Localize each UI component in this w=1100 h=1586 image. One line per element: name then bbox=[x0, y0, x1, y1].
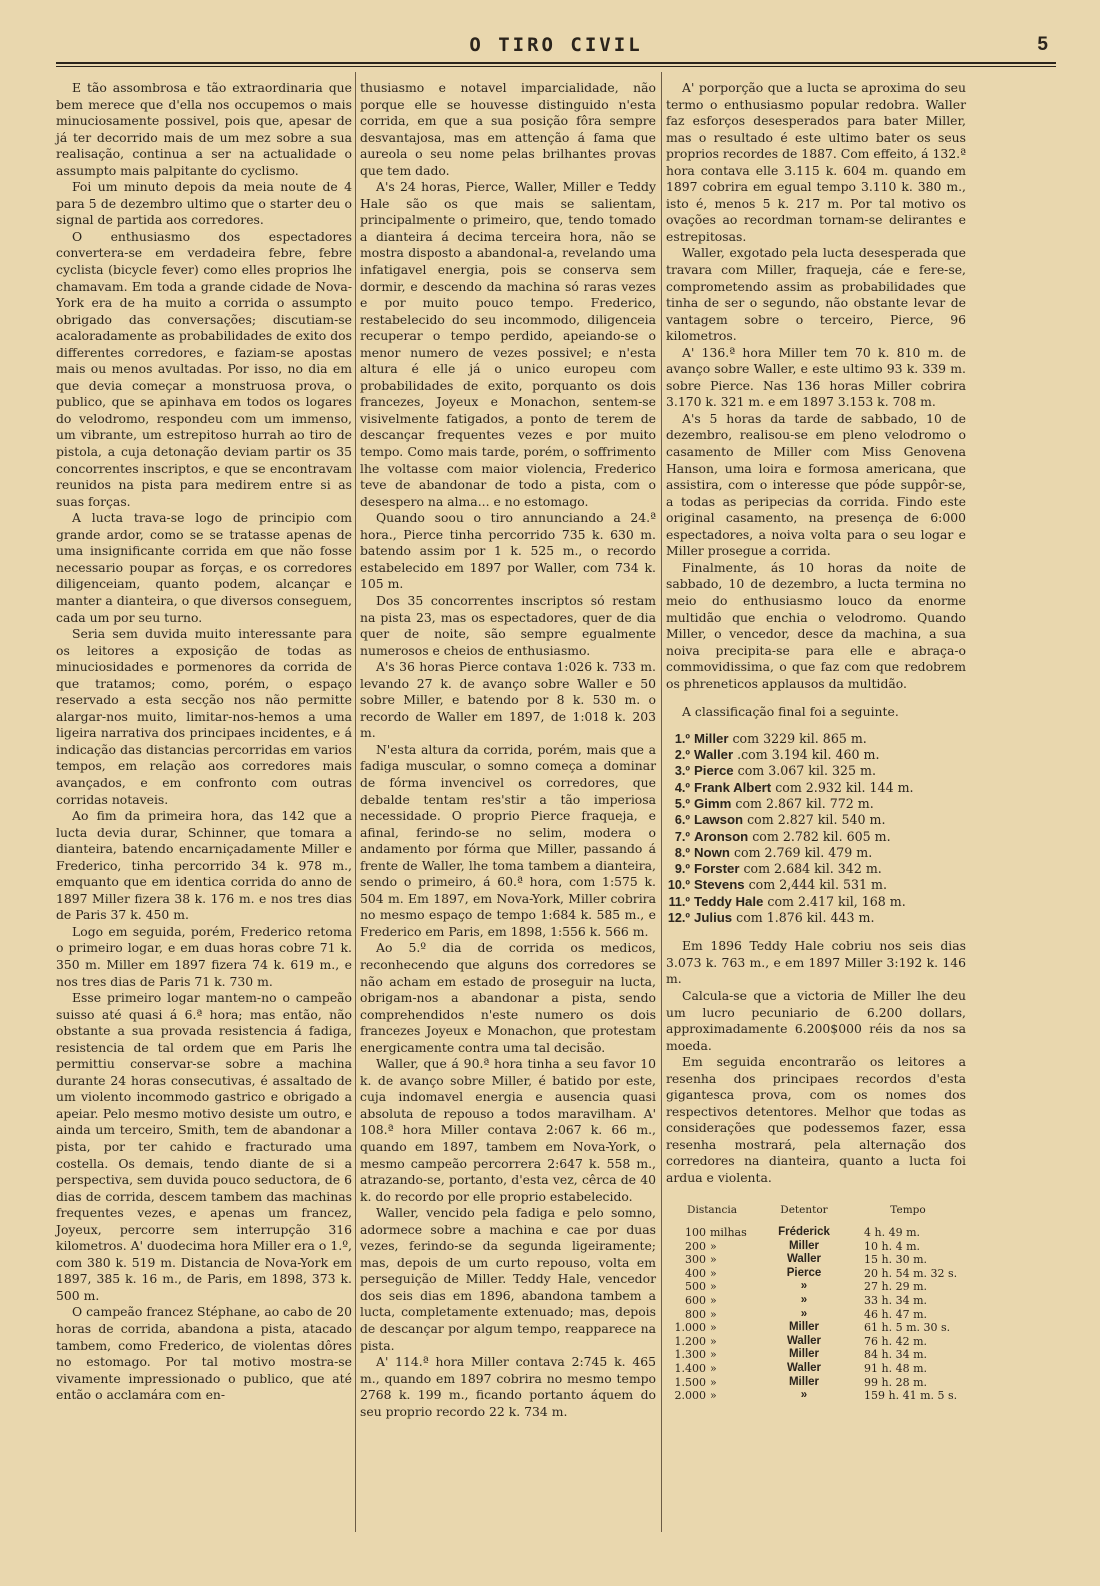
record-holder: Miller bbox=[788, 1321, 820, 1334]
paragraph: Waller, vencido pela fadiga e pelo somno, adormece sobre a machina e cae por duas vezes, ferindo-se da segunda ligeiramente; mas, depois de um curto repouso, volta em perseguição de Miller. Teddy Hale, vencedor dos seis dias em 1896, abandona tambem a lucta, completamente extenuado; mas, depois de descançar por algum tempo, reapparece na pista. bbox=[360, 1205, 656, 1353]
classification-row bbox=[666, 877, 966, 893]
record-holder: Waller bbox=[786, 1362, 822, 1375]
record-unit: » bbox=[710, 1334, 717, 1348]
col-header-holder: Detentor bbox=[780, 1203, 828, 1216]
paragraph: Esse primeiro logar mantem-no o campeão suisso até quasi á 6.ª hora; mas então, não obstante a sua provada resistencia á fadiga, resistencia de tal ordem que em Paris lhe permittiu conservar-se sobre a machina durante 24 horas consecutivas, é assaltado de um violento incommodo gastrico e obrigado a apeiar. Pelo mesmo motivo desiste um outro, e ainda um terceiro, Smith, tem de abandonar a pista, por ter cahido e fracturado uma costella. Os demais, tendo diante de si a perspectiva, sem duvida pouco seductora, de 6 dias de corrida, descem tambem das machinas frequentes vezes, e apenas um francez, Joyeux, percorre sem interrupção 316 kilometros. A' duodecima hora Miller era o 1.º, com 380 k. 519 m. Distancia de Nova-York em 1897, 385 k. 16 m., de Paris, em 1898, 373 k. 500 m. bbox=[56, 990, 352, 1303]
rank: 10.º bbox=[667, 878, 690, 893]
distance-covered: com 2.417 kil, 168 m. bbox=[767, 893, 906, 909]
table-row bbox=[666, 1348, 966, 1362]
record-unit: » bbox=[710, 1321, 717, 1335]
record-holder: Miller bbox=[788, 1348, 820, 1361]
distance-covered: com 1.876 kil. 443 m. bbox=[736, 910, 875, 926]
record-holder: Waller bbox=[786, 1334, 822, 1347]
record-time: 99 h. 28 m. bbox=[864, 1375, 927, 1389]
paragraph: A's 24 horas, Pierce, Waller, Miller e Teddy Hale são os que mais se salientam, principalmente o primeiro, que, tendo tomado a dianteira á decima terceira hora, não se mostra disposto a abandonal-a, revelando uma infatigavel energia, pois se conserva sem dormir, e descendo da machina só raras vezes e por muito pouco tempo. Frederico, restabelecido do seu incommodo, diligenceia recuperar o tempo perdido, apeiando-se o menor numero de vezes possivel; e n'esta altura é elle já o unico europeu com probabilidades de exito, porquanto os dois francezes, Joyeux e Monachon, sentem-se visivelmente fatigados, a ponto de terem de descançar frequentes vezes e por muito tempo. Como mais tarde, porém, o soffrimento lhe voltasse com maior violencia, Frederico teve de abandonar de todo a pista, com o desespero na alma... e no estomago. bbox=[360, 179, 656, 509]
classification-row bbox=[666, 731, 966, 747]
rank: 6.º bbox=[674, 813, 690, 828]
rank: 12.º bbox=[667, 911, 690, 926]
paragraph: Seria sem duvida muito interessante para os leitores a exposição de todas as minuciosidades e pormenores da corrida de que tratamos; como, porém, o espaço reservado a esta secção nos não permitte alargar-nos muito, limitar-nos-hemos a uma ligeira narrativa dos principaes incidentes, e á indicação das distancias percorridas em varios tempos, em relação aos corredores mais avançados, e em confronto com outras corridas notaveis. bbox=[56, 626, 352, 807]
record-unit: » bbox=[710, 1280, 717, 1294]
record-unit: » bbox=[710, 1375, 717, 1389]
classification-row bbox=[666, 812, 966, 828]
rider-name: Waller bbox=[694, 747, 734, 763]
paragraph: Finalmente, ás 10 horas da noite de sabbado, 10 de dezembro, a lucta termina no meio do enthusiasmo louco da enorme multidão que enchia o velodromo. Quando Miller, o vencedor, desce da machina, a sua noiva precipita-se para elle e abraça-o commovidissima, o que faz com que redobrem os phreneticos applausos da multidão. bbox=[666, 559, 966, 691]
rank: 9.º bbox=[674, 862, 690, 877]
paragraph: A' 114.ª hora Miller contava 2:745 k. 465 m., quando em 1897 cobrira no mesmo tempo 2768 k. 199 m., ficando portanto áquem do seu proprio recordo 22 k. 734 m. bbox=[360, 1354, 656, 1419]
record-distance: 1.400 bbox=[674, 1362, 706, 1376]
classification-list bbox=[666, 731, 966, 927]
rank: 5.º bbox=[674, 796, 690, 811]
col-header-distance: Distancia bbox=[687, 1203, 737, 1216]
table-row bbox=[666, 1376, 966, 1390]
paragraph: Em seguida encontrarão os leitores a resenha dos principaes recordos d'esta gigantesca prova, com os nomes dos respectivos detentores. Melhor que todas as considerações que podessemos fazer, essa resenha mostrará, pela alternação dos corredores na dianteira, quanto a lucta foi ardua e violenta. bbox=[666, 1054, 966, 1185]
rider-name: Pierce bbox=[694, 763, 734, 779]
rider-name: Stevens bbox=[694, 877, 745, 893]
record-distance: 2.000 bbox=[674, 1389, 706, 1403]
classification-row bbox=[666, 747, 966, 763]
article-column-3 bbox=[666, 80, 966, 1403]
page-number: 5 bbox=[1037, 34, 1048, 55]
classification-row bbox=[666, 780, 966, 796]
distance-covered: com 2.782 kil. 605 m. bbox=[752, 828, 891, 844]
table-row bbox=[666, 1253, 966, 1267]
table-row bbox=[666, 1267, 966, 1281]
paragraph: A' porporção que a lucta se aproxima do seu termo o enthusiasmo popular redobra. Waller faz esforços desesperados para bater Miller, mas o resultado é este ultimo bater os seus proprios recordes de 1887. Com effeito, á 132.ª hora contava elle 3.115 k. 604 m. quando em 1897 cobrira em egual tempo 3.110 k. 380 m., isto é, menos 5 k. 217 m. Por tal motivo os ovações ao recordman tornam-se delirantes e estrepitosas. bbox=[666, 80, 966, 244]
distance-covered: com 2.769 kil. 479 m. bbox=[733, 844, 873, 860]
classification-row bbox=[666, 829, 966, 845]
record-unit: milhas bbox=[710, 1226, 747, 1240]
record-time: 91 h. 48 m. bbox=[864, 1362, 927, 1376]
rank: 11.º bbox=[668, 894, 690, 909]
record-time: 10 h. 4 m. bbox=[864, 1239, 920, 1253]
record-holder: » bbox=[800, 1307, 808, 1320]
rider-name: Lawson bbox=[694, 812, 744, 828]
paragraph: Foi um minuto depois da meia noute de 4 para 5 de dezembro ultimo que o starter deu o signal de partida aos corredores. bbox=[56, 179, 352, 228]
record-distance: 1.000 bbox=[674, 1321, 706, 1335]
record-unit: » bbox=[710, 1266, 717, 1280]
record-holder: Miller bbox=[788, 1239, 820, 1252]
rank: 4.º bbox=[674, 780, 690, 795]
rank: 8.º bbox=[674, 845, 690, 860]
record-distance: 1.200 bbox=[674, 1334, 706, 1348]
page-header bbox=[56, 30, 1056, 66]
rank: 1.º bbox=[674, 731, 690, 746]
rider-name: Teddy Hale bbox=[694, 893, 764, 909]
article-column-2 bbox=[360, 80, 656, 1420]
rider-name: Julius bbox=[694, 910, 733, 926]
record-time: 15 h. 30 m. bbox=[864, 1253, 927, 1267]
paragraph: Waller, exgotado pela lucta desesperada que travara com Miller, fraqueja, cáe e fere-se, comprometendo assim as probabilidades que tinha de ser o segundo, não obstante levar de vantagem sobre o terceiro, Pierce, 96 kilometros. bbox=[666, 245, 966, 344]
classification-row bbox=[666, 861, 966, 877]
rank: 3.º bbox=[674, 764, 690, 779]
table-row bbox=[666, 1335, 966, 1349]
record-time: 27 h. 29 m. bbox=[864, 1280, 927, 1294]
record-holder: Fréderick bbox=[778, 1226, 830, 1239]
record-holder: » bbox=[800, 1280, 808, 1293]
paragraph: A's 36 horas Pierce contava 1:026 k. 733 m. levando 27 k. de avanço sobre Waller e 50 sobre Miller, e batendo por 8 k. 530 m. o recordo de Waller em 1897, de 1:018 k. 203 m. bbox=[360, 659, 656, 741]
record-distance: 500 bbox=[685, 1280, 706, 1294]
record-unit: » bbox=[710, 1307, 717, 1321]
header-rule-thin bbox=[56, 66, 1056, 67]
paragraph: Waller, que á 90.ª hora tinha a seu favor 10 k. de avanço sobre Miller, é batido por este, cuja indomavel energia e ausencia quasi absoluta de repouso a todos maravilham. A' 108.ª hora Miller contava 2:067 k. 66 m., quando em 1897, tambem em Nova-York, o mesmo campeão percorrera 2:647 k. 558 m., atrazando-se, portanto, d'esta vez, cêrca de 40 k. do recordo por elle proprio estabelecido. bbox=[360, 1056, 656, 1204]
record-holder: » bbox=[800, 1294, 808, 1307]
table-row bbox=[666, 1294, 966, 1308]
record-holder: » bbox=[800, 1389, 808, 1402]
record-distance: 600 bbox=[685, 1294, 706, 1308]
column-divider bbox=[355, 72, 356, 1532]
classification-row bbox=[666, 894, 966, 910]
paragraph: O enthusiasmo dos espectadores convertera-se em verdadeira febre, febre cyclista (bicycle fever) como elles proprios lhe chamavam. Em toda a grande cidade de Nova-York era de ha muito a corrida o assumpto obrigado das conversações; discutiam-se acaloradamente as probabilidades de exito dos differentes corredores, e faziam-se apostas mais ou menos avultadas. Por isso, no dia em que devia começar a monstruosa prova, o publico, que se apinhava em todos os logares do velodromo, respondeu com um immenso, um vibrante, um estrepitoso hurrah ao tiro de pistola, a cuja detonação deviam partir os 35 concorrentes inscriptos, e que se encontravam reunidos na pista para medirem entre si as suas forças. bbox=[56, 228, 352, 509]
rider-name: Miller bbox=[694, 730, 729, 746]
distance-covered: com 2.827 kil. 540 m. bbox=[747, 812, 886, 828]
paragraph: Logo em seguida, porém, Frederico retoma o primeiro logar, e em duas horas cobre 71 k. 350 m. Miller em 1897 fizera 74 k. 619 m., e nos tres dias de Paris 71 k. 730 m. bbox=[56, 923, 352, 989]
record-time: 33 h. 34 m. bbox=[864, 1294, 927, 1308]
column-3-text bbox=[666, 80, 966, 692]
record-holder: Miller bbox=[788, 1375, 820, 1388]
paragraph: Em 1896 Teddy Hale cobriu nos seis dias 3.073 k. 763 m., e em 1897 Miller 3:192 k. 146 m. bbox=[666, 938, 966, 987]
table-row bbox=[666, 1389, 966, 1403]
table-row bbox=[666, 1240, 966, 1254]
record-distance: 1.500 bbox=[674, 1375, 706, 1389]
distance-covered: com 2.867 kil. 772 m. bbox=[735, 795, 874, 811]
table-row bbox=[666, 1308, 966, 1322]
rider-name: Gimm bbox=[694, 795, 732, 811]
record-time: 20 h. 54 m. 32 s. bbox=[864, 1266, 958, 1280]
article-column-1 bbox=[56, 80, 352, 1404]
classification-row bbox=[666, 845, 966, 861]
paragraph: Dos 35 concorrentes inscriptos só restam na pista 23, mas os espectadores, quer de dia quer de noite, são sempre egualmente numerosos e cheios de enthusiasmo. bbox=[360, 592, 656, 658]
paragraph: O campeão francez Stéphane, ao cabo de 20 horas de corrida, abandona a pista, atacado tambem, como Frederico, de violentas dôres no estomago. Por tal motivo mostra-se vivamente impressionado o publico, que até então o acclamára com en- bbox=[56, 1304, 352, 1403]
paragraph: A' 136.ª hora Miller tem 70 k. 810 m. de avanço sobre Waller, e este ultimo 93 k. 339 m. sobre Pierce. Nas 136 horas Miller cobrira 3.170 k. 321 m. e em 1897 3.153 k. 708 m. bbox=[666, 344, 966, 410]
rider-name: Nown bbox=[694, 844, 730, 860]
distance-covered: com 2,444 kil. 531 m. bbox=[748, 877, 887, 893]
rider-name: Aronson bbox=[694, 828, 749, 844]
record-unit: » bbox=[710, 1294, 717, 1308]
classification-row bbox=[666, 910, 966, 926]
records-table bbox=[666, 1201, 966, 1403]
column-divider bbox=[661, 72, 662, 1532]
paragraph: Calcula-se que a victoria de Miller lhe deu um lucro pecuniario de 6.200 dollars, approximadamente 6.200$000 réis da nos sa moeda. bbox=[666, 987, 966, 1053]
paragraph: A's 5 horas da tarde de sabbado, 10 de dezembro, realisou-se em pleno velodromo o casamento de Miller com Miss Genovena Hanson, uma loira e formosa americana, que assistira, com o interesse que póde suppôr-se, a todas as peripecias da corrida. Findo este original casamento, na presença de 6:000 espectadores, a noiva volta para o seu logar e Miller prosegue a corrida. bbox=[666, 410, 966, 559]
record-distance: 100 bbox=[685, 1226, 706, 1240]
rider-name: Frank Albert bbox=[694, 779, 772, 795]
paragraph: A lucta trava-se logo de principio com grande ardor, como se se tratasse apenas de uma insignificante corrida em que não fosse necessario poupar as forças, e os corredores diligenceiam, quanto podem, alcançar e manter a dianteira, o que diversos conseguem, cada um por seu turno. bbox=[56, 510, 352, 625]
column-3-closing-text bbox=[666, 938, 966, 1186]
classification-intro: A classificação final foi a seguinte. bbox=[682, 704, 899, 720]
paragraph: Ao fim da primeira hora, das 142 que a lucta devia durar, Schinner, que tomara a dianteira, batendo encarniçadamente Miller e Frederico, tinha percorrido 34 k. 978 m., emquanto que em identica corrida do anno de 1897 Miller fizera 38 k. 176 m. e nos tres dias de Paris 37 k. 450 m. bbox=[56, 808, 352, 923]
distance-covered: .com 3.194 kil. 460 m. bbox=[737, 747, 880, 763]
distance-covered: com 2.684 kil. 342 m. bbox=[743, 861, 882, 877]
paragraph: thusiasmo e notavel imparcialidade, não porque elle se houvesse distinguido n'esta corrida, em que a sua posição fôra sempre desvantajosa, mas em attenção á fama que aureola o seu nome pelas brilhantes provas que tem dado. bbox=[360, 80, 656, 178]
rider-name: Forster bbox=[694, 861, 740, 877]
record-time: 76 h. 42 m. bbox=[864, 1334, 927, 1348]
classification-row bbox=[666, 796, 966, 812]
rank: 2.º bbox=[674, 748, 690, 763]
record-distance: 800 bbox=[685, 1307, 706, 1321]
record-time: 46 h. 47 m. bbox=[864, 1307, 927, 1321]
newspaper-title: O TIRO CIVIL bbox=[469, 34, 643, 56]
record-time: 159 h. 41 m. 5 s. bbox=[864, 1389, 958, 1403]
record-unit: » bbox=[710, 1362, 717, 1376]
record-time: 61 h. 5 m. 30 s. bbox=[864, 1321, 951, 1335]
table-row bbox=[666, 1362, 966, 1376]
record-distance: 400 bbox=[685, 1266, 706, 1280]
distance-covered: com 3229 kil. 865 m. bbox=[732, 730, 867, 746]
record-time: 4 h. 49 m. bbox=[864, 1226, 920, 1240]
record-distance: 1.300 bbox=[674, 1348, 706, 1362]
record-distance: 300 bbox=[685, 1253, 706, 1267]
col-header-time: Tempo bbox=[890, 1203, 926, 1216]
record-time: 84 h. 34 m. bbox=[864, 1348, 927, 1362]
header-rule bbox=[56, 62, 1056, 64]
record-unit: » bbox=[710, 1253, 717, 1267]
record-unit: » bbox=[710, 1389, 717, 1403]
table-row bbox=[666, 1226, 966, 1240]
record-distance: 200 bbox=[685, 1239, 706, 1253]
record-holder: Pierce bbox=[786, 1266, 822, 1279]
record-unit: » bbox=[710, 1348, 717, 1362]
distance-covered: com 2.932 kil. 144 m. bbox=[775, 779, 914, 795]
paragraph: Quando soou o tiro annunciando a 24.ª hora., Pierce tinha percorrido 735 k. 630 m. batendo assim por 1 k. 525 m., o recordo estabelecido em 1897 por Waller, com 734 k. 105 m. bbox=[360, 510, 656, 592]
classification-row bbox=[666, 763, 966, 779]
distance-covered: com 3.067 kil. 325 m. bbox=[737, 763, 876, 779]
paragraph: E tão assombrosa e tão extraordinaria que bem merece que d'ella nos occupemos o mais minuciosamente possivel, pois que, apesar de já ter decorrido mais de um mez sobre a sua realisação, continua a ser na actualidade o assumpto mais palpitante do cyclismo. bbox=[56, 80, 352, 178]
paragraph: N'esta altura da corrida, porém, mais que a fadiga muscular, o somno começa a dominar de fórma invencivel os corredores, que debalde tentam res'stir a tão imperiosa necessidade. O proprio Pierce fraqueja, e afinal, ferindo-se no selim, modera o andamento por fórma que Miller, passando á frente de Waller, lhe toma tambem a dianteira, sendo o primeiro, á 60.ª hora, com 1:575 k. 504 m. Em 1897, em Nova-York, Miller cobrira no mesmo espaço de tempo 1:684 k. 585 m., e Frederico em Paris, em 1898, 1:556 k. 566 m. bbox=[360, 741, 656, 939]
table-row bbox=[666, 1280, 966, 1294]
record-holder: Waller bbox=[786, 1253, 822, 1266]
record-unit: » bbox=[710, 1239, 717, 1253]
rank: 7.º bbox=[674, 829, 690, 844]
paragraph: Ao 5.º dia de corrida os medicos, reconhecendo que alguns dos corredores se não acham em estado de proseguir na lucta, obrigam-nos a abandonar a pista, sendo comprehendidos n'este numero os dois francezes Joyeux e Monachon, que protestam energicamente contra uma tal decisão. bbox=[360, 940, 656, 1055]
table-row bbox=[666, 1321, 966, 1335]
